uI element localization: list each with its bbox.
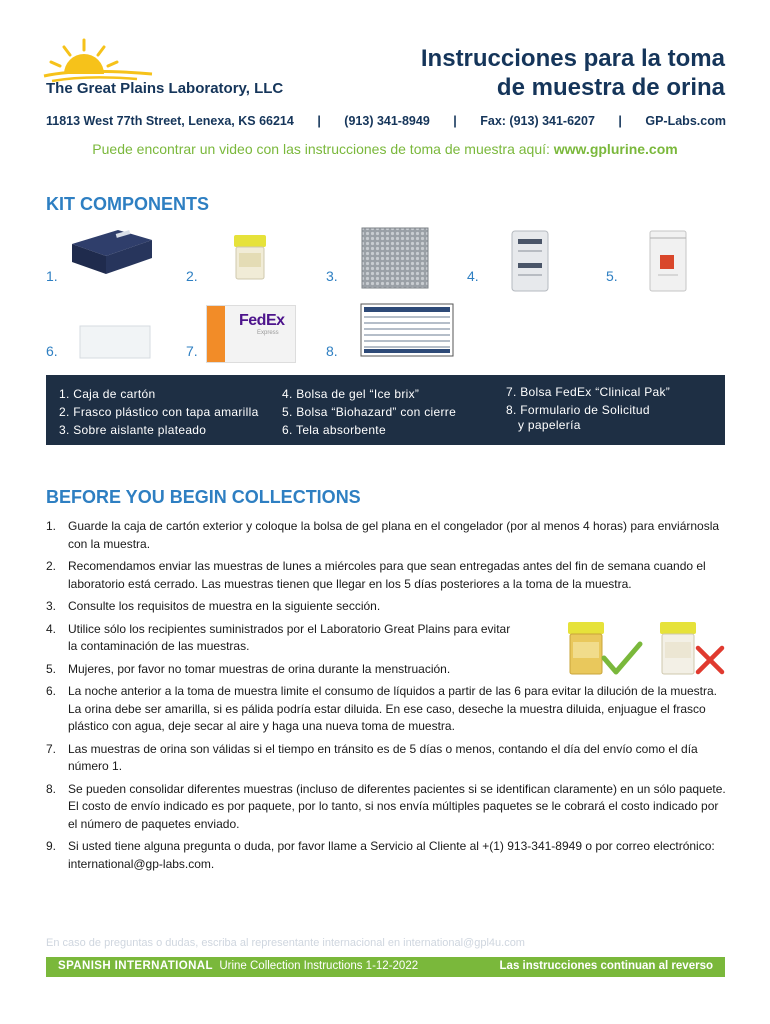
kit-components-title: KIT COMPONENTS — [46, 194, 210, 214]
step-text: Mujeres, por favor no tomar muestras de orina durante la menstruación. — [68, 661, 451, 676]
legend-item: 2. Frasco plástico con tapa amarilla — [59, 405, 259, 419]
separator: | — [453, 114, 457, 128]
step-number: 6. — [46, 684, 57, 698]
kit-number: 5. — [606, 268, 618, 284]
cross-icon — [698, 648, 722, 672]
list-item — [46, 518, 726, 553]
kit-number: 7. — [186, 343, 198, 359]
legend-item: 6. Tela absorbente — [282, 423, 386, 437]
legend-item: 7. Bolsa FedEx “Clinical Pak” — [506, 385, 671, 399]
biohazard-bag-image — [648, 229, 688, 293]
kit-number: 4. — [467, 268, 479, 284]
legend-item: 5. Bolsa “Biohazard” con cierre — [282, 405, 457, 419]
step-number: 7. — [46, 741, 57, 756]
check-icon — [604, 644, 640, 672]
before-you-begin-title: BEFORE YOU BEGIN COLLECTIONS — [46, 487, 361, 507]
company-name: The Great Plains Laboratory, LLC — [46, 80, 284, 97]
phone[interactable]: (913) 341-8949 — [344, 114, 430, 128]
fedex-logo — [239, 312, 285, 330]
website-link[interactable]: GP-Labs.com — [645, 114, 726, 128]
fedex-logo-text: FedEx — [239, 312, 285, 329]
step-text: Las muestras de orina son válidas si el tiempo en tránsito es de 5 días o menos, contando el día del envío como el día número 1. — [68, 741, 698, 773]
address: 11813 West 77th Street, Lenexa, KS 66214 — [46, 114, 294, 128]
contact-bar — [46, 114, 726, 128]
sun-icon — [44, 40, 152, 81]
legend-item: 4. Bolsa de gel “Ice brix” — [282, 387, 420, 401]
legend-item: y papelería — [518, 418, 581, 432]
footer-continue-note: Las instrucciones continuan al reverso — [499, 960, 713, 972]
kit-legend — [46, 375, 725, 445]
step-number: 3. — [46, 599, 57, 613]
legend-item: 1. Caja de cartón — [59, 387, 156, 401]
footer-bar — [46, 957, 725, 977]
legend-column — [506, 385, 670, 433]
step-number: 4. — [46, 621, 57, 636]
kit-number: 3. — [326, 268, 338, 284]
list-item — [46, 781, 726, 834]
step-number: 8. — [46, 781, 57, 796]
silver-envelope-image — [360, 226, 430, 290]
step-text: Se pueden consolidar diferentes muestras (incluso de diferentes pacientes si se identifican claramente) en un sólo paquete. El costo de envío indicado es por paquete, por lo tanto, si nos envía múltiples paquetes se le cobrará el costo indicado por el número de paquetes enviado. — [68, 781, 726, 831]
legend-item: 8. Formulario de Solicitud — [506, 403, 650, 417]
kit-number: 2. — [186, 268, 198, 284]
step-text: Utilice sólo los recipientes suministrados por el Laboratorio Great Plains para evitar la contaminación de las muestras. — [68, 621, 511, 653]
list-item — [46, 741, 726, 776]
kit-number: 6. — [46, 343, 58, 359]
ice-gel-pack-image — [510, 229, 550, 293]
kit-number: 1. — [46, 268, 58, 284]
title-line-2: de muestra de orina — [496, 74, 725, 101]
title-line-1: Instrucciones para la toma — [420, 45, 725, 72]
video-text: Puede encontrar un video con las instrucciones de toma de muestra aquí: — [92, 141, 554, 157]
separator: | — [618, 114, 622, 128]
step-number: 1. — [46, 519, 57, 533]
step-text: Si usted tiene alguna pregunta o duda, por favor llame a Servicio al Cliente al +(1) 913-341-8949 o por correo electrónico: international@gp-labs.com. — [68, 839, 715, 871]
step-number: 5. — [46, 661, 57, 676]
footer-left — [58, 960, 418, 972]
step-text: Consulte los requisitos de muestra en la siguiente sección. — [68, 599, 381, 613]
step-text: Guarde la caja de cartón exterior y coloque la bolsa de gel plana en el congelador (por al menos 4 horas) para enviárnosla con la muestra. — [68, 519, 720, 551]
list-item — [46, 621, 518, 656]
correct-jar-image — [564, 618, 644, 680]
list-item — [46, 838, 726, 873]
contact-note: En caso de preguntas o dudas, escriba al representante internacional en international@gpl4u.com — [46, 937, 525, 949]
video-note — [0, 141, 770, 157]
separator: | — [317, 114, 321, 128]
kit-number: 8. — [326, 343, 338, 359]
list-item — [46, 598, 726, 616]
yellow-cap-jar-image — [230, 233, 270, 283]
incorrect-jar-image — [656, 618, 730, 680]
video-link[interactable]: www.gplurine.com — [553, 141, 678, 157]
cardboard-box-image — [66, 226, 156, 276]
requisition-form-image — [360, 303, 454, 357]
list-item — [46, 558, 726, 593]
fax: Fax: (913) 341-6207 — [480, 114, 595, 128]
instruction-list — [46, 518, 726, 878]
company-logo — [42, 38, 312, 108]
page-title — [421, 44, 725, 102]
fedex-pak-image — [206, 305, 296, 363]
fedex-stripe — [207, 306, 225, 362]
step-text: La noche anterior a la toma de muestra limite el consumo de líquidos a partir de las 6 para evitar la dilución de la muestra. La orina debe ser amarilla, si es pálida podría estar diluida. En ese caso, deseche la muestra diluida, enjuague el frasco plástico con agua, deje secar al aire y haga una nueva toma de muestra. — [68, 684, 718, 733]
legend-item: 3. Sobre aislante plateado — [59, 423, 207, 437]
list-item — [46, 683, 726, 736]
footer-label: SPANISH INTERNATIONAL — [58, 960, 213, 972]
legend-column — [59, 385, 259, 439]
footer-doc-id: Urine Collection Instructions 1-12-2022 — [219, 960, 419, 972]
step-text: Recomendamos enviar las muestras de lunes a miércoles para que sean entregadas antes del fin de semana cuando el laboratorio está cerrado. Las muestras tienen que llegar en los 5 días posteriores a la toma de la muestra. — [68, 559, 706, 591]
fedex-sub: Express — [257, 330, 279, 336]
step-number: 9. — [46, 839, 57, 853]
absorbent-pad-image — [78, 322, 152, 362]
step-number: 2. — [46, 559, 57, 573]
legend-column — [282, 385, 456, 439]
